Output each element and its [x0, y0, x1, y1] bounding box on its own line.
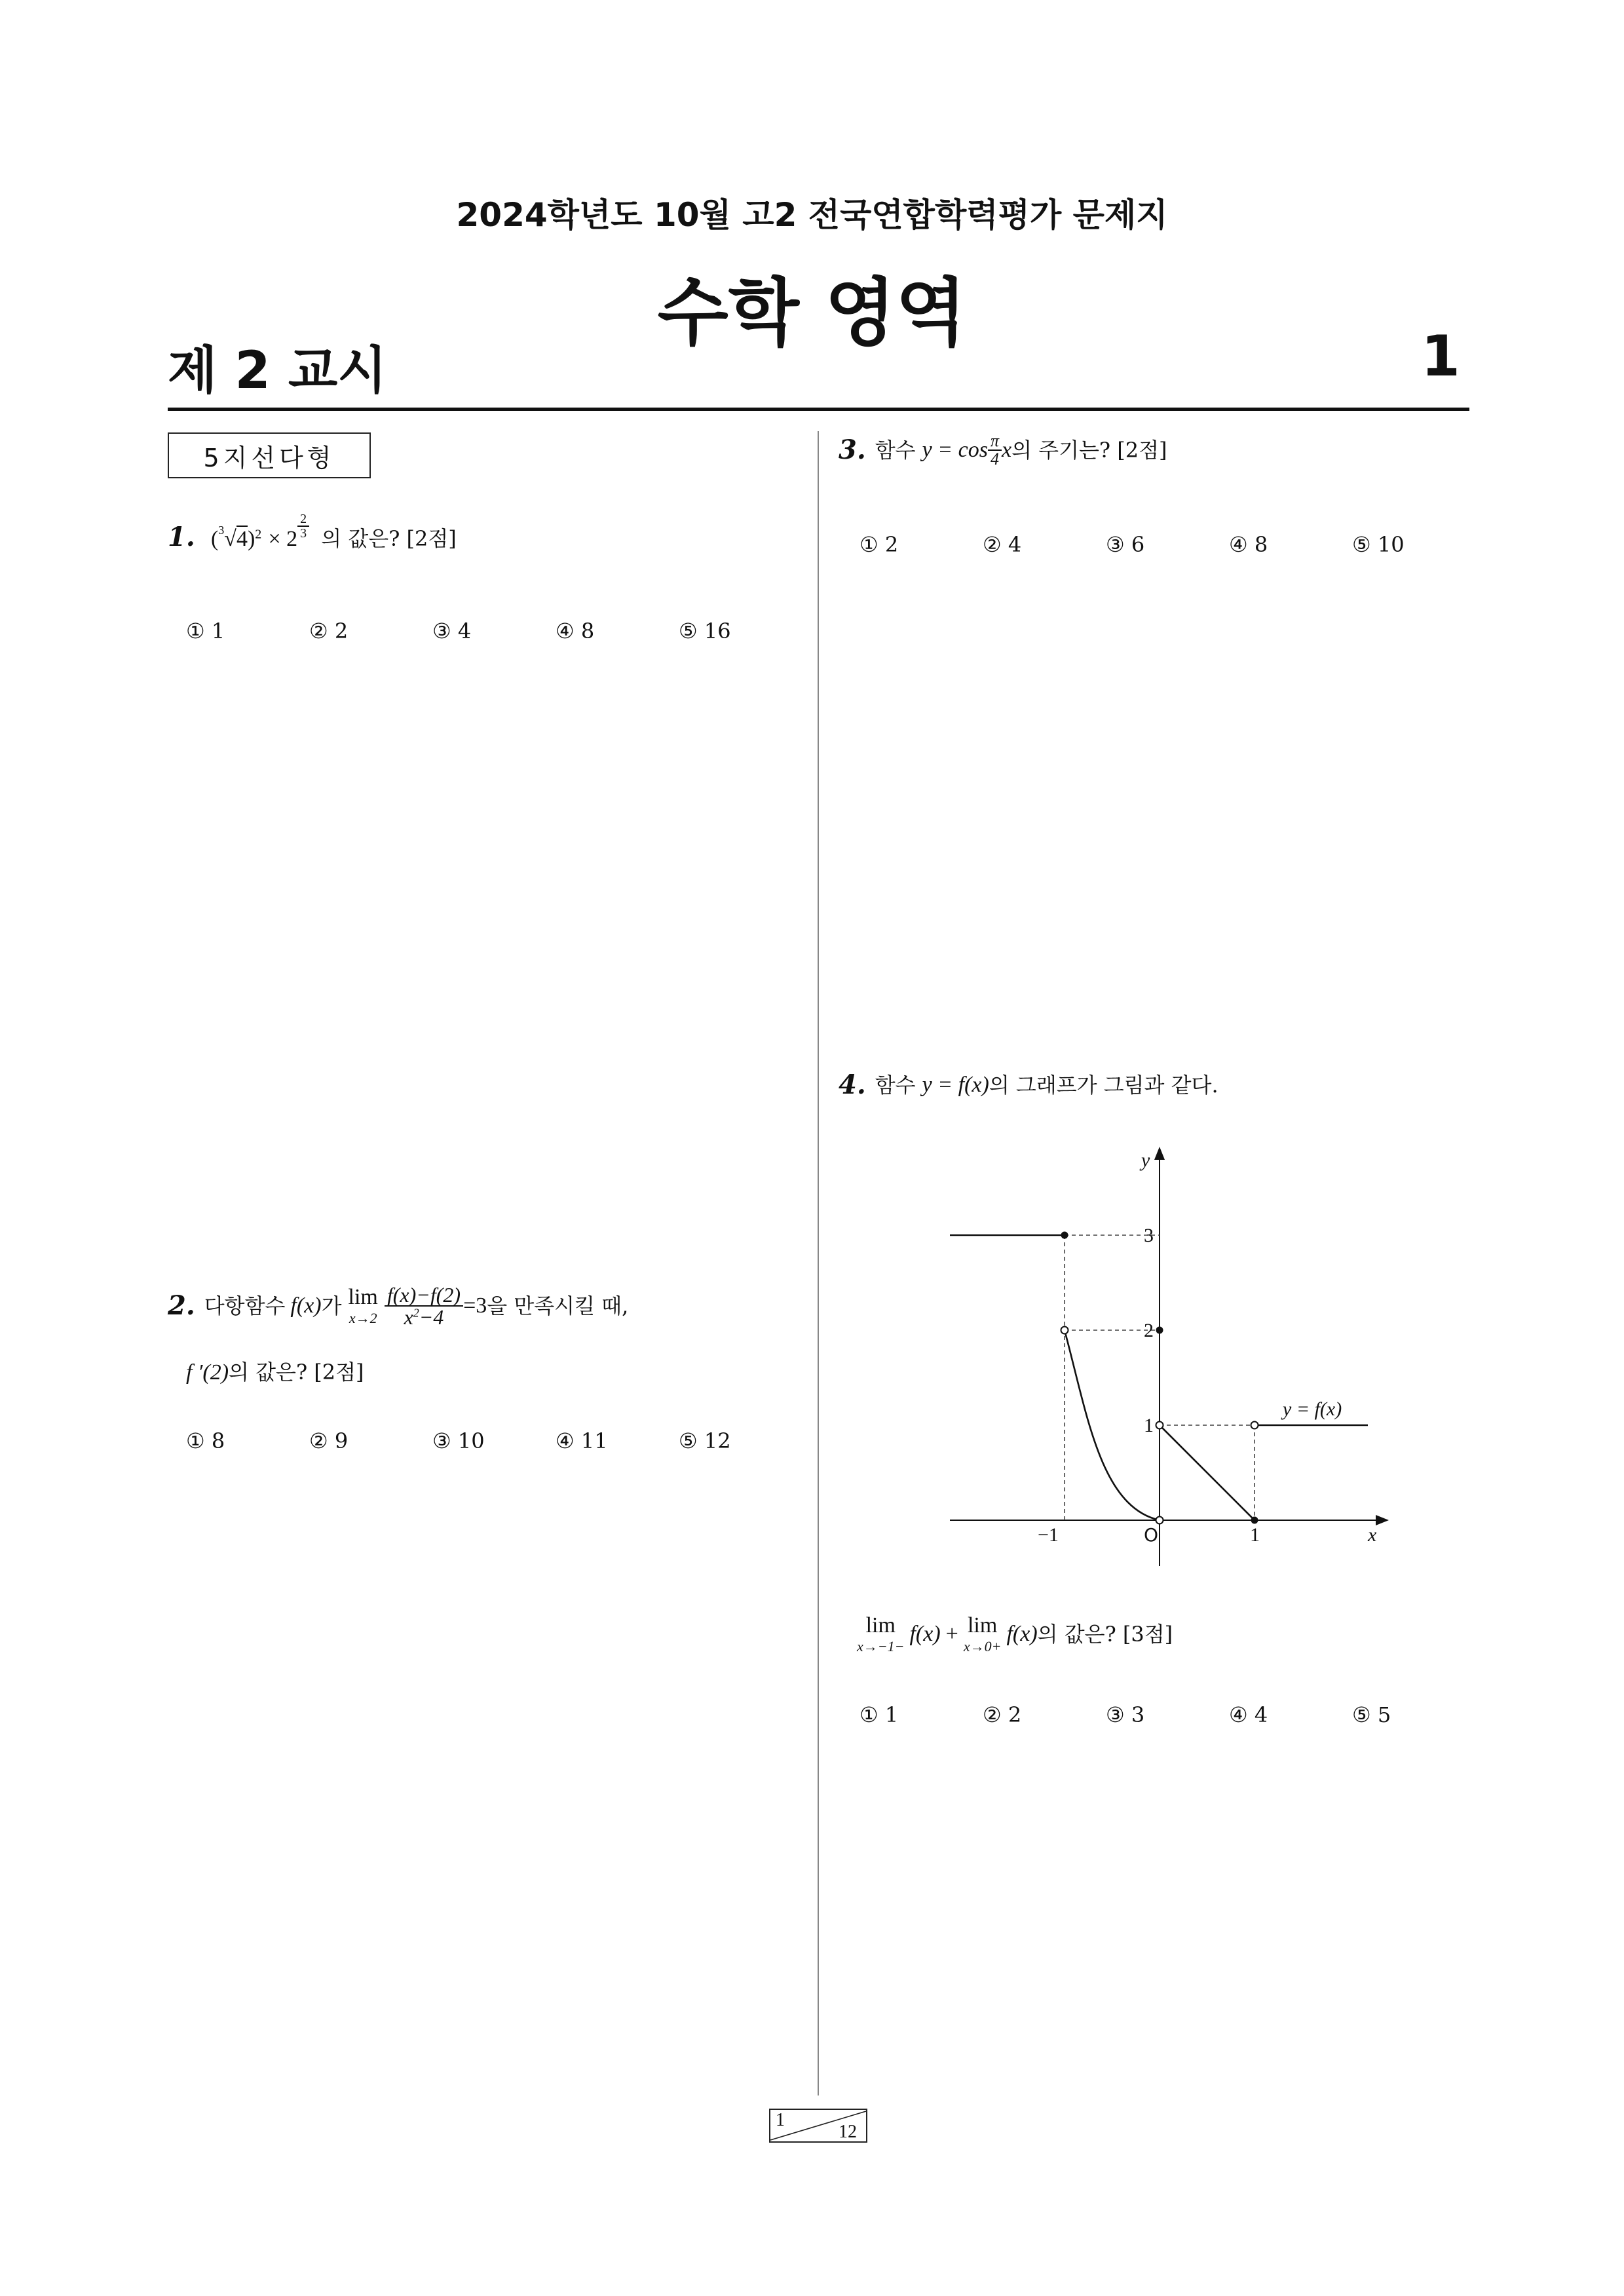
x-tick-label: −1: [1038, 1524, 1059, 1546]
choice-3[interactable]: ③ 3: [1106, 1702, 1145, 1727]
function-graph: [930, 1140, 1408, 1573]
choice-4[interactable]: ④ 4: [1229, 1702, 1268, 1727]
question-4-tail: 의 값은? [3점]: [1037, 1622, 1173, 1647]
lim-word: lim: [865, 1613, 896, 1637]
question-1-choices: [186, 619, 776, 645]
section-label-text: 5지선다형: [203, 443, 335, 472]
y-tick-label: 1: [1144, 1415, 1154, 1436]
question-1-text: 의 값은? [2점]: [321, 526, 457, 551]
question-4-limit-expression: [857, 1615, 1173, 1654]
question-3-expr: y = cos: [922, 438, 988, 462]
lim-subscript: x→−1−: [857, 1638, 905, 1655]
choice-4[interactable]: ④ 11: [556, 1428, 608, 1453]
choice-2[interactable]: ② 2: [983, 1702, 1022, 1727]
lim-word: lim: [967, 1613, 998, 1637]
closed-point: [1061, 1232, 1068, 1239]
page-indicator: [769, 2109, 867, 2143]
choice-1[interactable]: ① 1: [859, 1702, 899, 1727]
lim-subscript: x→0+: [963, 1638, 1002, 1655]
question-2-fx: f(x): [290, 1293, 322, 1318]
choice-1[interactable]: ① 1: [186, 619, 225, 643]
origin-label: O: [1144, 1524, 1159, 1546]
question-2-line2: [186, 1362, 364, 1384]
choice-5[interactable]: ⑤ 16: [679, 619, 731, 643]
question-2-tail: 의 값은? [2점]: [229, 1360, 364, 1385]
question-4-text: 의 그래프가 그림과 같다.: [989, 1073, 1218, 1098]
question-2-ga: 가: [321, 1293, 342, 1318]
limit-operator: [857, 1615, 904, 1654]
denominator-exp: 2: [413, 1306, 419, 1320]
question-3-fraction: [988, 432, 1002, 468]
closed-point: [1251, 1517, 1258, 1524]
choice-2[interactable]: ② 2: [309, 619, 349, 643]
choice-5[interactable]: ⑤ 12: [679, 1428, 731, 1453]
fraction-numerator: π: [988, 432, 1002, 451]
y-tick-label: 2: [1144, 1320, 1154, 1341]
limit-operator: [964, 1615, 1002, 1654]
closed-point: [1156, 1327, 1163, 1334]
question-2-lead: 다항함수: [204, 1293, 286, 1318]
question-2-rhs: =3: [463, 1293, 487, 1318]
fraction-numerator: f(x)−f(2): [385, 1284, 463, 1307]
question-2-choices: [186, 1428, 776, 1455]
limit-term: f(x): [1006, 1622, 1038, 1646]
current-page: 1: [776, 2110, 785, 2130]
question-4: [839, 1069, 1218, 1100]
question-number: 3.: [839, 434, 866, 465]
choice-3[interactable]: ③ 6: [1106, 532, 1145, 557]
limit-operator: [349, 1286, 378, 1326]
choice-4[interactable]: ④ 8: [556, 619, 595, 643]
choice-5[interactable]: ⑤ 5: [1352, 1702, 1391, 1727]
choice-1[interactable]: ① 2: [859, 532, 899, 557]
curve-label: y = f(x): [1283, 1398, 1342, 1420]
question-3-text: 의 주기는? [2점]: [1011, 438, 1167, 463]
lim-subscript: x→2: [349, 1310, 377, 1326]
question-1-expression: $(^3√4)^2 \times 2$ $\frac{2}{3}$: [211, 526, 316, 551]
y-axis-label: y: [1141, 1149, 1150, 1171]
open-point: [1156, 1517, 1163, 1524]
choice-4[interactable]: ④ 8: [1229, 532, 1268, 557]
period-label: 제 2 교시: [168, 341, 387, 400]
y-tick-label: 3: [1144, 1225, 1154, 1246]
page-indicator-diagonal: [770, 2110, 866, 2141]
question-4-expr: y = f(x): [922, 1073, 989, 1097]
question-2: [168, 1284, 628, 1328]
fraction-denominator: 4: [990, 450, 999, 469]
question-number: 1.: [168, 522, 195, 552]
choice-2[interactable]: ② 4: [983, 532, 1022, 557]
question-2-derivative: f ′(2): [186, 1360, 229, 1385]
subject-title: 수학 영역: [657, 271, 967, 356]
question-4-lead: 함수: [875, 1073, 916, 1098]
plus-sign: +: [945, 1622, 958, 1646]
question-3: [839, 432, 1167, 468]
exam-title: 2024학년도 10월 고2 전국연합학력평가 문제지: [456, 196, 1168, 234]
total-pages: 12: [839, 2122, 857, 2141]
question-3-var: x: [1001, 438, 1012, 462]
open-point: [1156, 1422, 1163, 1429]
question-3-lead: 함수: [875, 438, 916, 463]
choice-2[interactable]: ② 9: [309, 1428, 349, 1453]
choice-1[interactable]: ① 8: [186, 1428, 225, 1453]
limit-fraction: [385, 1284, 463, 1328]
choice-3[interactable]: ③ 10: [432, 1428, 485, 1453]
open-point: [1251, 1422, 1258, 1429]
x-tick-label: 1: [1250, 1524, 1260, 1546]
column-divider: [818, 431, 819, 2095]
section-label: [168, 432, 371, 478]
lim-word: lim: [348, 1285, 378, 1309]
question-3-choices: [859, 532, 1449, 558]
question-1: [168, 511, 457, 554]
open-point: [1061, 1327, 1068, 1334]
question-4-choices: [859, 1702, 1449, 1729]
question-number: 4.: [839, 1069, 866, 1100]
question-number: 2.: [168, 1290, 195, 1321]
page-number: 1: [1421, 324, 1460, 389]
x-axis-label: x: [1368, 1524, 1377, 1546]
header-rule: [168, 408, 1469, 411]
question-2-rhs-tail: 을 만족시킬 때,: [487, 1293, 629, 1318]
limit-term: f(x): [909, 1622, 941, 1646]
choice-3[interactable]: ③ 4: [432, 619, 472, 643]
denominator-rest: −4: [419, 1305, 444, 1329]
choice-5[interactable]: ⑤ 10: [1352, 532, 1405, 557]
denominator-base: x: [404, 1305, 413, 1329]
